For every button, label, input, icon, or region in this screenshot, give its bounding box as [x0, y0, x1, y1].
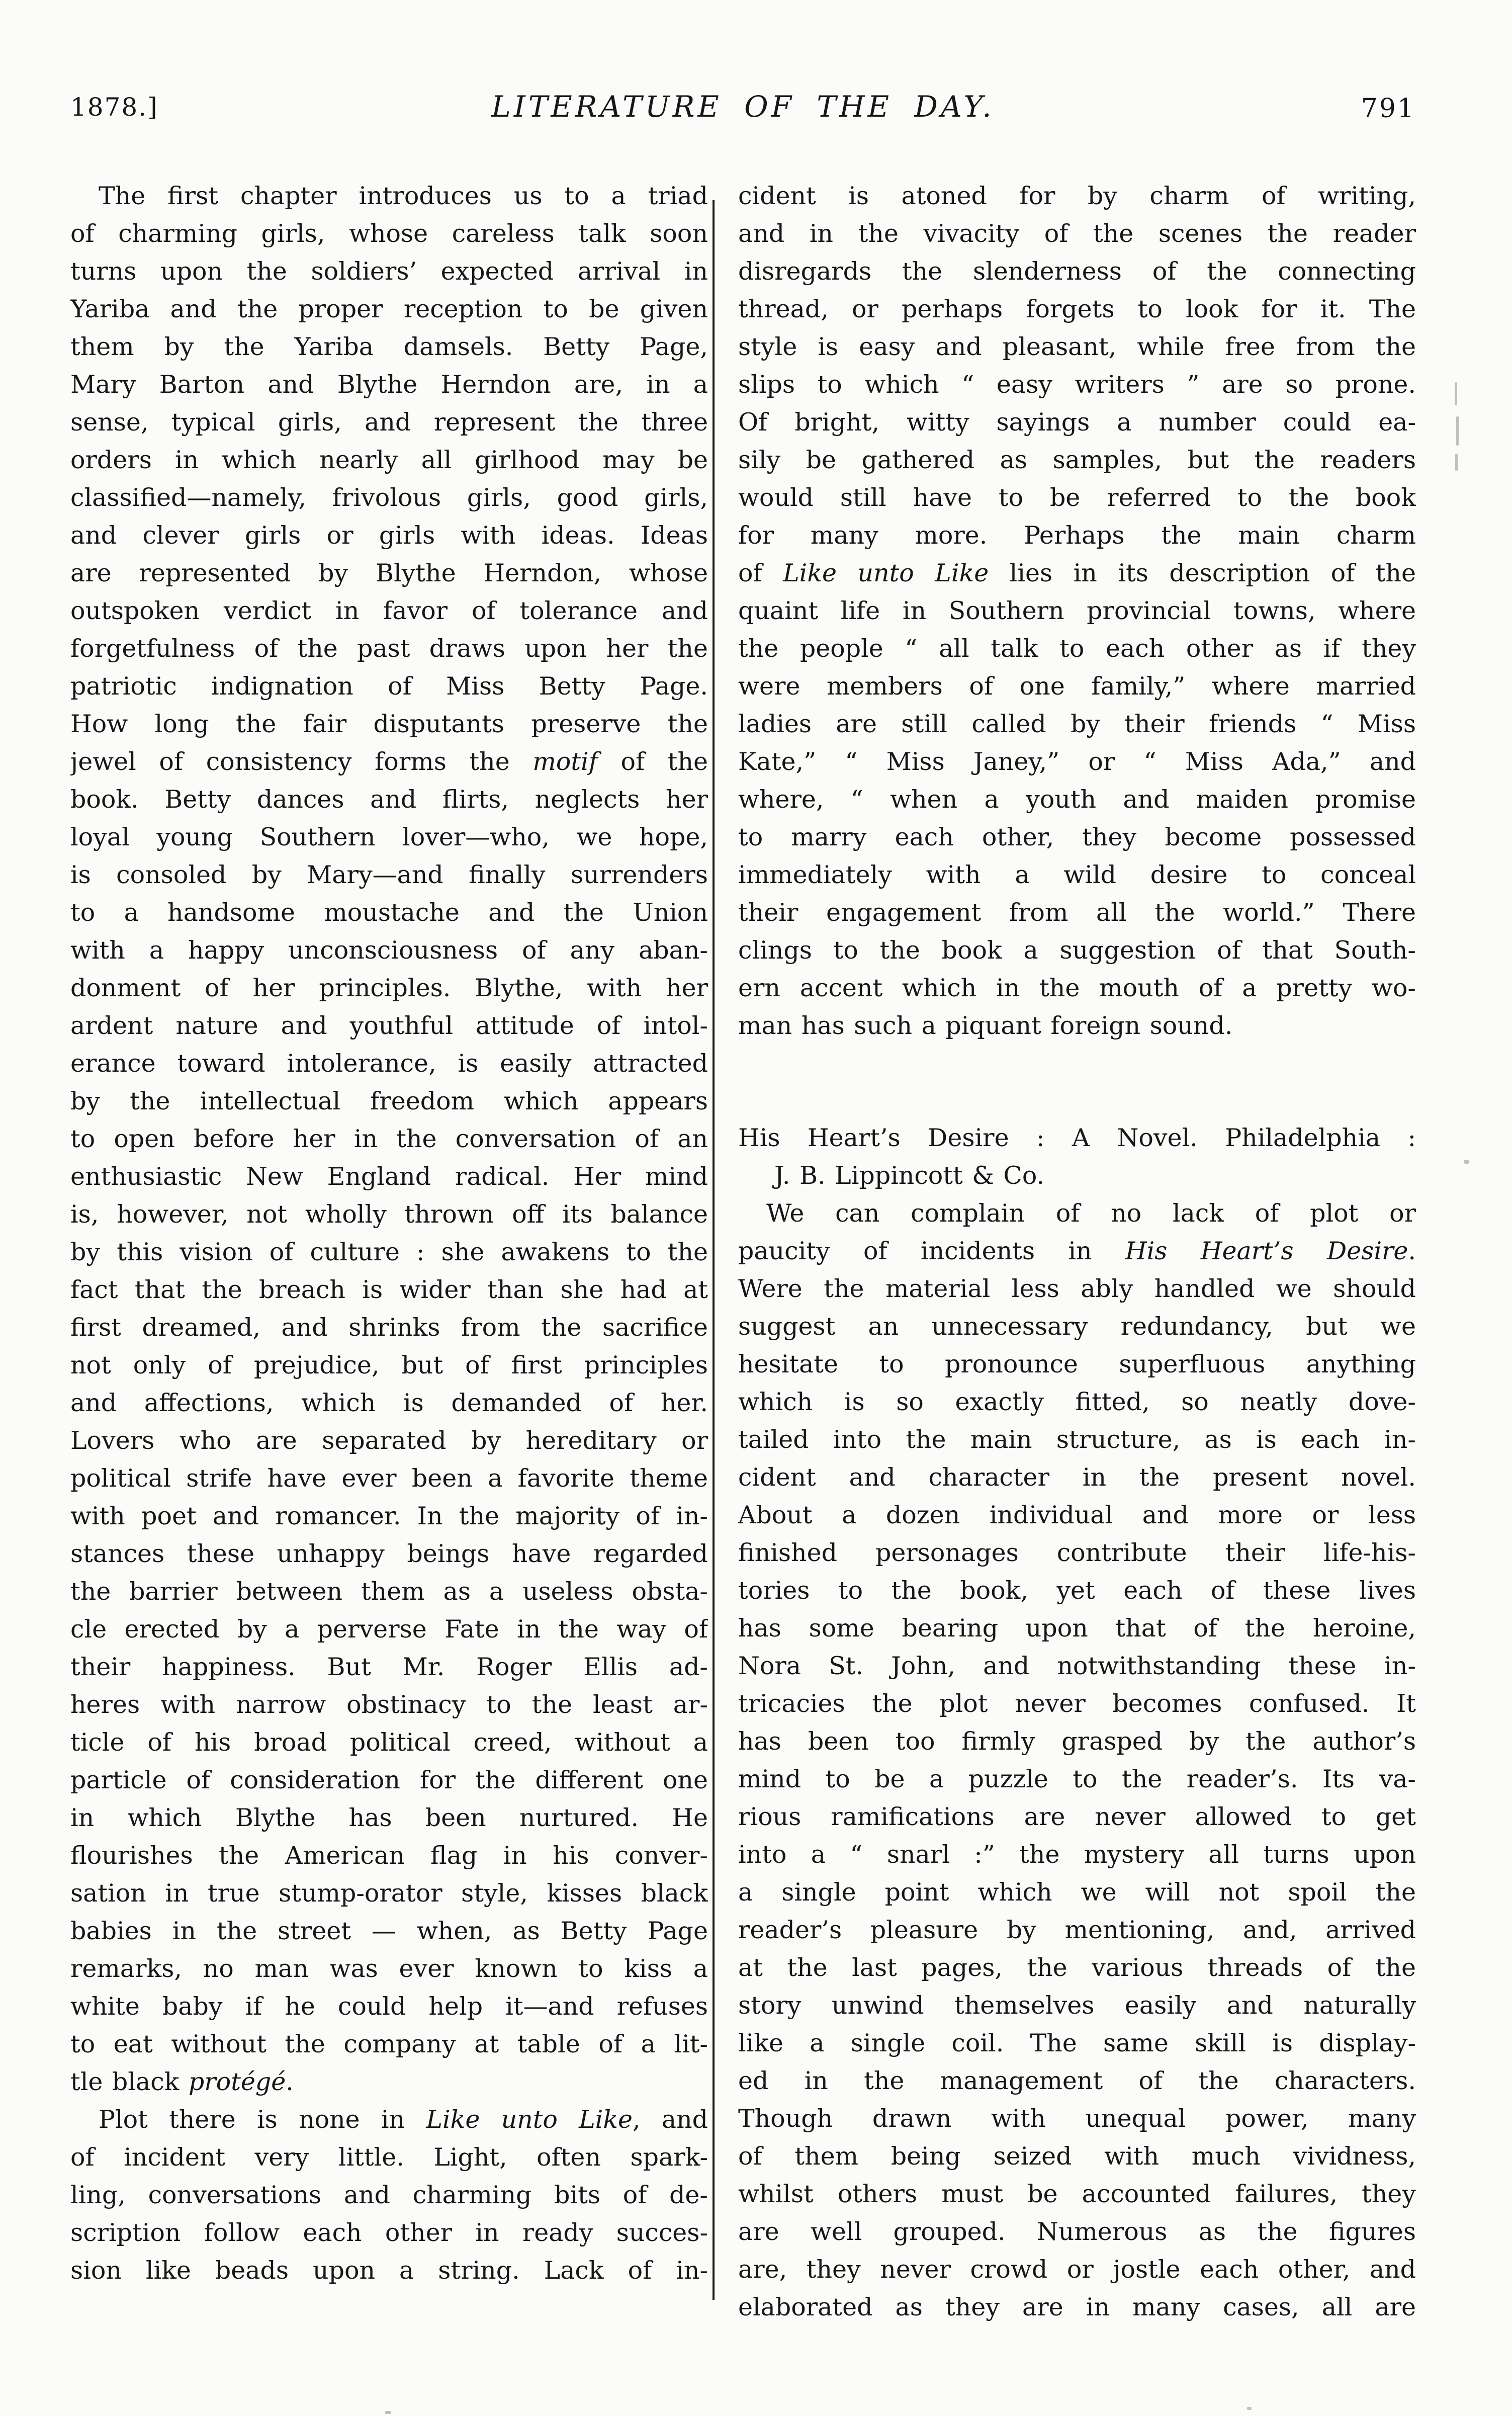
text-line: We can complain of no lack of plot or: [766, 1199, 1416, 1228]
text-line: sily be gathered as samples, but the readers: [738, 446, 1416, 474]
text-line: ern accent which in the mouth of a pretty wo-: [738, 974, 1416, 1002]
text-line: which is so exactly fitted, so neatly dove-: [738, 1388, 1416, 1416]
text-line: cident is atoned for by charm of writing,: [738, 182, 1416, 210]
text-line: finished personages contribute their life-his-: [738, 1538, 1416, 1567]
running-header: [70, 85, 1415, 129]
text-line: flourishes the American flag in his conver-: [70, 1841, 708, 1870]
text-line: of incident very little. Light, often spark-: [70, 2143, 708, 2172]
book-citation: [738, 1119, 1416, 1194]
paragraph: [70, 177, 708, 2101]
text-line: heres with narrow obstinacy to the least ar-: [70, 1690, 708, 1719]
page-number: 791: [1361, 94, 1415, 124]
text-line: their happiness. But Mr. Roger Ellis ad-: [70, 1653, 708, 1681]
scan-speck: [1456, 416, 1459, 446]
text-line: in which Blythe has been nurtured. He: [70, 1803, 708, 1832]
text-line: scription follow each other in ready succes-: [70, 2218, 708, 2247]
text-line: babies in the street — when, as Betty Page: [70, 1917, 708, 1945]
text-line: patriotic indignation of Miss Betty Page.: [70, 672, 708, 701]
text-line: where, “ when a youth and maiden promise: [738, 785, 1416, 814]
text-line: and in the vivacity of the scenes the reader: [738, 219, 1416, 248]
text-line: erance toward intolerance, is easily attracted: [70, 1049, 708, 1078]
text-line: orders in which nearly all girlhood may be: [70, 446, 708, 474]
scan-speck: [1455, 454, 1458, 471]
scan-speck: [1247, 2407, 1252, 2410]
text-line: Of bright, witty sayings a number could ea-: [738, 408, 1416, 437]
text-line: particle of consideration for the different one: [70, 1766, 708, 1794]
text-line: The first chapter introduces us to a triad: [99, 182, 708, 210]
text-line: immediately with a wild desire to conceal: [738, 860, 1416, 889]
text-line: paucity of incidents in His Heart’s Desire.: [738, 1237, 1416, 1265]
text-line: clings to the book a suggestion of that South-: [738, 936, 1416, 965]
text-line: Plot there is none in Like unto Like, and: [99, 2105, 708, 2134]
text-line: were members of one family,” where married: [738, 672, 1416, 701]
text-line: ed in the management of the characters.: [738, 2066, 1416, 2095]
text-line: enthusiastic New England radical. Her mind: [70, 1162, 708, 1191]
text-line: to open before her in the conversation of an: [70, 1125, 708, 1153]
text-line: remarks, no man was ever known to kiss a: [70, 1954, 708, 1983]
text-line: sion like beads upon a string. Lack of in-: [70, 2256, 708, 2285]
column-divider: [713, 200, 715, 2300]
text-line: political strife have ever been a favorite theme: [70, 1464, 708, 1493]
text-line: first dreamed, and shrinks from the sacrifice: [70, 1313, 708, 1342]
text-line: cident and character in the present novel.: [738, 1463, 1416, 1492]
text-line: His Heart’s Desire : A Novel. Philadelphia :: [738, 1124, 1416, 1152]
text-line: with poet and romancer. In the majority of in-: [70, 1502, 708, 1530]
text-line: by this vision of culture : she awakens to the: [70, 1238, 708, 1266]
text-line: cle erected by a perverse Fate in the way of: [70, 1615, 708, 1644]
text-line: elaborated as they are in many cases, all are: [738, 2293, 1416, 2321]
text-line: reader’s pleasure by mentioning, and, arrived: [738, 1916, 1416, 1944]
text-line: has some bearing upon that of the heroine,: [738, 1614, 1416, 1643]
text-line: tle black protégé.: [70, 2067, 294, 2096]
text-line: tailed into the main structure, as is each in-: [738, 1425, 1416, 1454]
text-line: like a single coil. The same skill is display-: [738, 2029, 1416, 2057]
text-line: sense, typical girls, and represent the three: [70, 408, 708, 437]
text-line: loyal young Southern lover—who, we hope,: [70, 823, 708, 851]
text-line: their engagement from all the world.” There: [738, 898, 1416, 927]
text-line: Lovers who are separated by hereditary or: [70, 1426, 708, 1455]
text-line: stances these unhappy beings have regarded: [70, 1539, 708, 1568]
text-line: the barrier between them as a useless obsta-: [70, 1577, 708, 1606]
text-line: of Like unto Like lies in its description of the: [738, 559, 1416, 587]
text-line: whilst others must be accounted failures, they: [738, 2180, 1416, 2208]
text-line: the people “ all talk to each other as if they: [738, 634, 1416, 663]
text-line: donment of her principles. Blythe, with her: [70, 974, 708, 1002]
text-line: How long the fair disputants preserve the: [70, 710, 708, 738]
text-line: style is easy and pleasant, while free from the: [738, 332, 1416, 361]
text-line: ling, conversations and charming bits of de-: [70, 2181, 708, 2209]
text-line: Mary Barton and Blythe Herndon are, in a: [70, 370, 708, 399]
text-line: About a dozen individual and more or less: [738, 1501, 1416, 1529]
text-line: to marry each other, they become possessed: [738, 823, 1416, 851]
text-line: is consoled by Mary—and finally surrenders: [70, 860, 708, 889]
text-line: ardent nature and youthful attitude of intol-: [70, 1011, 708, 1040]
text-line: has been too firmly grasped by the author’s: [738, 1727, 1416, 1756]
paragraph: [738, 177, 1416, 1045]
text-line: tories to the book, yet each of these lives: [738, 1576, 1416, 1605]
text-line: classified—namely, frivolous girls, good girls,: [70, 483, 708, 512]
text-line: and affections, which is demanded of her.: [70, 1389, 708, 1417]
text-line: Were the material less ably handled we should: [738, 1274, 1416, 1303]
text-line: to a handsome moustache and the Union: [70, 898, 708, 927]
text-line: jewel of consistency forms the motif of the: [70, 747, 708, 776]
paragraph: [738, 1194, 1416, 2326]
text-line: rious ramifications are never allowed to get: [738, 1802, 1416, 1831]
text-line: story unwind themselves easily and naturally: [738, 1991, 1416, 2020]
right-column: [738, 177, 1416, 2326]
text-line: are, they never crowd or jostle each other, and: [738, 2255, 1416, 2284]
text-line: Kate,” “ Miss Janey,” or “ Miss Ada,” and: [738, 747, 1416, 776]
running-title: LITERATURE OF THE DAY.: [491, 90, 995, 124]
left-column: [70, 177, 708, 2289]
text-line: by the intellectual freedom which appears: [70, 1087, 708, 1115]
text-line: mind to be a puzzle to the reader’s. Its va-: [738, 1765, 1416, 1793]
paragraph: [70, 2101, 708, 2289]
text-line: to eat without the company at table of a lit-: [70, 2030, 708, 2058]
text-line: forgetfulness of the past draws upon her the: [70, 634, 708, 663]
text-line: at the last pages, the various threads of the: [738, 1953, 1416, 1982]
text-line: Yariba and the proper reception to be given: [70, 295, 708, 323]
text-line: into a “ snarl :” the mystery all turns upon: [738, 1840, 1416, 1869]
text-line: white baby if he could help it—and refuses: [70, 1992, 708, 2021]
text-line: thread, or perhaps forgets to look for it. The: [738, 295, 1416, 323]
text-line: not only of prejudice, but of first principles: [70, 1351, 708, 1379]
text-line: ticle of his broad political creed, without a: [70, 1728, 708, 1757]
text-line: are well grouped. Numerous as the figures: [738, 2217, 1416, 2246]
text-line: is, however, not wholly thrown off its balance: [70, 1200, 708, 1229]
text-line: of charming girls, whose careless talk soon: [70, 219, 708, 248]
text-line: quaint life in Southern provincial towns, where: [738, 596, 1416, 625]
text-line: sation in true stump-orator style, kisses black: [70, 1879, 708, 1908]
text-line: for many more. Perhaps the main charm: [738, 521, 1416, 550]
text-line: disregards the slenderness of the connecting: [738, 257, 1416, 286]
publication-year: 1878.]: [70, 93, 158, 122]
text-line: Nora St. John, and notwithstanding these in-: [738, 1652, 1416, 1680]
text-line: a single point which we will not spoil the: [738, 1878, 1416, 1907]
text-line: of them being seized with much vividness,: [738, 2142, 1416, 2171]
text-line: suggest an unnecessary redundancy, but we: [738, 1312, 1416, 1341]
text-line: fact that the breach is wider than she had at: [70, 1275, 708, 1304]
scan-speck: [1455, 382, 1457, 405]
text-line: are represented by Blythe Herndon, whose: [70, 559, 708, 587]
text-line: would still have to be referred to the book: [738, 483, 1416, 512]
text-line: them by the Yariba damsels. Betty Page,: [70, 332, 708, 361]
text-line: turns upon the soldiers’ expected arrival in: [70, 257, 708, 286]
scan-speck: [1464, 1160, 1469, 1164]
text-line: ladies are still called by their friends “ Miss: [738, 710, 1416, 738]
text-line: tricacies the plot never becomes confused. It: [738, 1689, 1416, 1718]
text-line: outspoken verdict in favor of tolerance and: [70, 596, 708, 625]
text-line: hesitate to pronounce superfluous anything: [738, 1350, 1416, 1378]
text-line: Though drawn with unequal power, many: [738, 2104, 1416, 2133]
text-line: J. B. Lippincott & Co.: [774, 1161, 1045, 1190]
text-line: and clever girls or girls with ideas. Ideas: [70, 521, 708, 550]
text-line: man has such a piquant foreign sound.: [738, 1011, 1233, 1040]
text-line: slips to which “ easy writers ” are so prone.: [738, 370, 1416, 399]
scan-speck: [385, 2411, 391, 2414]
text-line: book. Betty dances and flirts, neglects her: [70, 785, 708, 814]
text-line: with a happy unconsciousness of any aban-: [70, 936, 708, 965]
